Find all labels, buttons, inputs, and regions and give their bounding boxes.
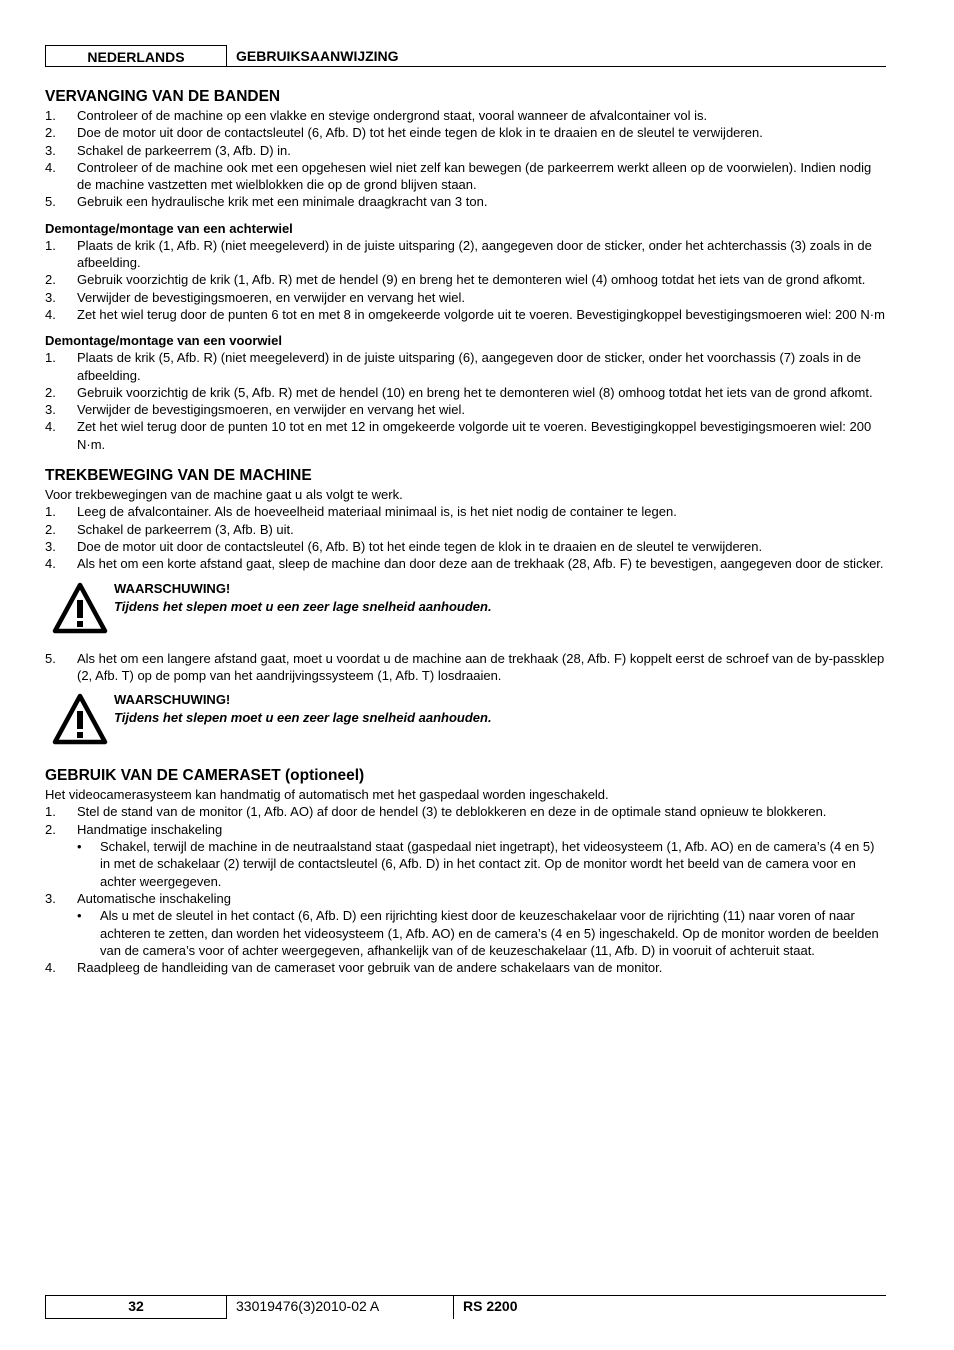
warning-box [45, 691, 885, 755]
item-number: 4. [45, 159, 56, 175]
item-text: Automatische inschakeling [77, 890, 231, 906]
list-item [45, 107, 885, 124]
item-number: 3. [45, 890, 56, 906]
footer-separator [453, 1295, 454, 1319]
warning-title: WAARSCHUWING! [114, 692, 231, 708]
item-text: Als u met de sleutel in het contact (6, Afb. D) een rijrichting kiest door de keuzeschakelaar voor de rijrichting (11) naar voren of naar achteren te zetten, dan worden het videosysteem (1, Afb. AO) en de camera’s (4 en 5) ingeschakeld. Op de monitor worden de beelden van de camera’s voor of achter weergegeven, afhankelijk van of de keuzeschakelaar (11, Afb. D) in vooruit of achteruit staat. [100, 908, 879, 958]
warning-title: WAARSCHUWING! [114, 580, 231, 596]
list-item [45, 538, 885, 555]
item-number: 4. [45, 419, 56, 435]
item-number: 5. [45, 650, 56, 666]
item-number: 4. [45, 306, 56, 322]
item-number: 1. [45, 108, 56, 123]
item-number: 2. [45, 272, 56, 288]
list-item [45, 142, 885, 159]
list-item [45, 237, 885, 272]
item-text: Controleer of de machine op een vlakke en stevige ondergrond staat, vooral wanneer de afvalcontainer vol is. [77, 108, 708, 123]
subsection-title-voorwiel: Demontage/montage van een voorwiel [45, 333, 282, 349]
item-text: Doe de motor uit door de contactsleutel (6, Afb. B) tot het einde tegen de klok in te draaien en de sleutel te verwijderen. [77, 538, 763, 554]
item-number: 3. [45, 402, 56, 418]
list-item [45, 159, 885, 194]
item-text: Schakel de parkeerrem (3, Afb. B) uit. [77, 521, 294, 537]
warning-box [45, 580, 885, 644]
item-text: Plaats de krik (1, Afb. R) (niet meegeleverd) in de juiste uitsparing (2), aangegeven door de sticker, onder het achterchassis (3) zoals in de afbeelding. [77, 237, 872, 271]
list-cameraset [45, 803, 885, 976]
item-text: Als het om een korte afstand gaat, sleep de machine dan door deze aan de trekhaak (28, Afb. F) te bevestigen, aangegeven door de sticker. [77, 556, 884, 572]
item-number: 3. [45, 142, 56, 158]
item-text: Als het om een langere afstand gaat, moet u voordat u de machine aan de trekhaak (28, Afb. F) koppelt eerst de schroef van de by-passklep (2, Afb. T) op de pomp van het aandrijvingssysteem (1, Afb. T) losdraaien. [77, 650, 885, 683]
item-text: Gebruik voorzichtig de krik (5, Afb. R) met de hendel (10) en breng het te demonteren wiel (8) omhoog totdat het iets van de grond afkomt. [77, 384, 873, 400]
item-text: Gebruik een hydraulische krik met een minimale draagkracht van 3 ton. [77, 194, 488, 210]
item-number: 3. [45, 538, 56, 554]
item-number: 2. [45, 521, 56, 537]
section-title-cameraset: GEBRUIK VAN DE CAMERASET (optioneel) [45, 767, 365, 785]
page-footer [45, 1295, 886, 1319]
header-language: NEDERLANDS [45, 45, 227, 66]
item-text: Raadpleeg de handleiding van de cameraset voor gebruik van de andere schakelaars van de monitor. [77, 960, 663, 976]
warning-text: Tijdens het slepen moet u een zeer lage snelheid aanhouden. [114, 710, 492, 726]
warning-triangle-icon [52, 582, 108, 634]
bullet-item [45, 907, 885, 959]
item-text: Leeg de afvalcontainer. Als de hoeveelheid materiaal minimaal is, is het niet nodig de container te legen. [77, 504, 677, 520]
list-voorwiel [45, 349, 885, 453]
item-text: Doe de motor uit door de contactsleutel (6, Afb. D) tot het einde tegen de klok in te draaien en de sleutel te verwijderen. [77, 125, 763, 141]
list-item [45, 401, 885, 418]
list-trekbeweging [45, 503, 885, 572]
item-text: Stel de stand van de monitor (1, Afb. AO) af door de hendel (3) te deblokkeren en deze in de optimale stand opnieuw te blokkeren. [77, 804, 827, 820]
page-content [45, 88, 885, 976]
list-item [45, 890, 885, 907]
bullet-icon: • [77, 908, 82, 924]
list-item [45, 503, 885, 520]
list-item [45, 959, 885, 976]
list-item [45, 821, 885, 838]
item-text: Zet het wiel terug door de punten 10 tot en met 12 in omgekeerde volgorde uit te voeren. Bevestigingkoppel bevestigingsmoeren wiel: 200 N·m. [77, 419, 872, 452]
item-number: 5. [45, 194, 56, 210]
list-item [45, 193, 885, 210]
item-text: Verwijder de bevestigingsmoeren, en verwijder en vervang het wiel. [77, 289, 466, 305]
section-title-banden: VERVANGING VAN DE BANDEN [45, 88, 281, 105]
item-number: 1. [45, 350, 56, 366]
bullet-icon: • [77, 839, 82, 855]
list-item [45, 555, 885, 572]
list-item [45, 306, 885, 323]
item-number: 2. [45, 125, 56, 141]
footer-page-number: 32 [45, 1295, 227, 1319]
footer-model: RS 2200 [463, 1298, 518, 1314]
item-number: 1. [45, 804, 56, 820]
list-item [45, 521, 885, 538]
section-trekbeweging [45, 467, 885, 755]
list-item [45, 271, 885, 288]
item-number: 1. [45, 237, 56, 253]
item-number: 2. [45, 384, 56, 400]
section-cameraset [45, 767, 885, 976]
page-header [45, 45, 886, 67]
item-text: Gebruik voorzichtig de krik (1, Afb. R) met de hendel (9) en breng het te demonteren wiel (4) omhoog totdat het iets van de grond afkomt. [77, 272, 866, 288]
item-number: 1. [45, 504, 56, 520]
section-intro: Voor trekbewegingen van de machine gaat u als volgt te werk. [45, 487, 403, 503]
item-text: Verwijder de bevestigingsmoeren, en verwijder en vervang het wiel. [77, 402, 466, 418]
header-rule [45, 66, 886, 67]
list-achterwiel [45, 237, 885, 323]
list-item [45, 384, 885, 401]
item-number: 4. [45, 556, 56, 572]
item-number: 4. [45, 960, 56, 976]
list-item [45, 349, 885, 384]
list-item [45, 289, 885, 306]
warning-text: Tijdens het slepen moet u een zeer lage snelheid aanhouden. [114, 598, 492, 614]
header-doc-type: GEBRUIKSAANWIJZING [236, 48, 399, 64]
item-number: 2. [45, 821, 56, 837]
bullet-item [45, 838, 885, 890]
list-trekbeweging-cont [45, 650, 885, 685]
list-item [45, 418, 885, 453]
item-text: Schakel, terwijl de machine in de neutraalstand staat (gaspedaal niet ingetrapt), het videosysteem (1, Afb. AO) en de camera’s (4 en 5) in met de schakelaar (2) terwijl de contactsleutel (6, Afb. D) in het contact zit. Op de monitor wordt het beeld van de camera voor en achter weergegeven. [100, 839, 875, 889]
item-text: Handmatige inschakeling [77, 821, 223, 837]
list-banden [45, 107, 885, 211]
section-intro: Het videocamerasysteem kan handmatig of automatisch met het gaspedaal worden ingeschakeld. [45, 787, 609, 803]
list-item [45, 124, 885, 141]
list-item [45, 650, 885, 685]
warning-triangle-icon [52, 693, 108, 745]
item-text: Controleer of de machine ook met een opgehesen wiel niet zelf kan bewegen (de parkeerrem werkt alleen op de voorwielen). Indien nodig de machine vastzetten met wielblokken die op de grond blijven staan. [77, 159, 872, 193]
item-number: 3. [45, 289, 56, 305]
section-title-trekbeweging: TREKBEWEGING VAN DE MACHINE [45, 467, 312, 485]
footer-doc-code: 33019476(3)2010-02 A [236, 1298, 380, 1314]
subsection-title-achterwiel: Demontage/montage van een achterwiel [45, 220, 293, 236]
list-item [45, 803, 885, 820]
item-text: Schakel de parkeerrem (3, Afb. D) in. [77, 142, 291, 158]
item-text: Zet het wiel terug door de punten 6 tot en met 8 in omgekeerde volgorde uit te voeren. Bevestigingkoppel bevestigingsmoeren wiel: 200 N·m [77, 306, 885, 322]
item-text: Plaats de krik (5, Afb. R) (niet meegeleverd) in de juiste uitsparing (6), aangegeven door de sticker, onder het voorchassis (7) zoals in de afbeelding. [77, 350, 862, 383]
